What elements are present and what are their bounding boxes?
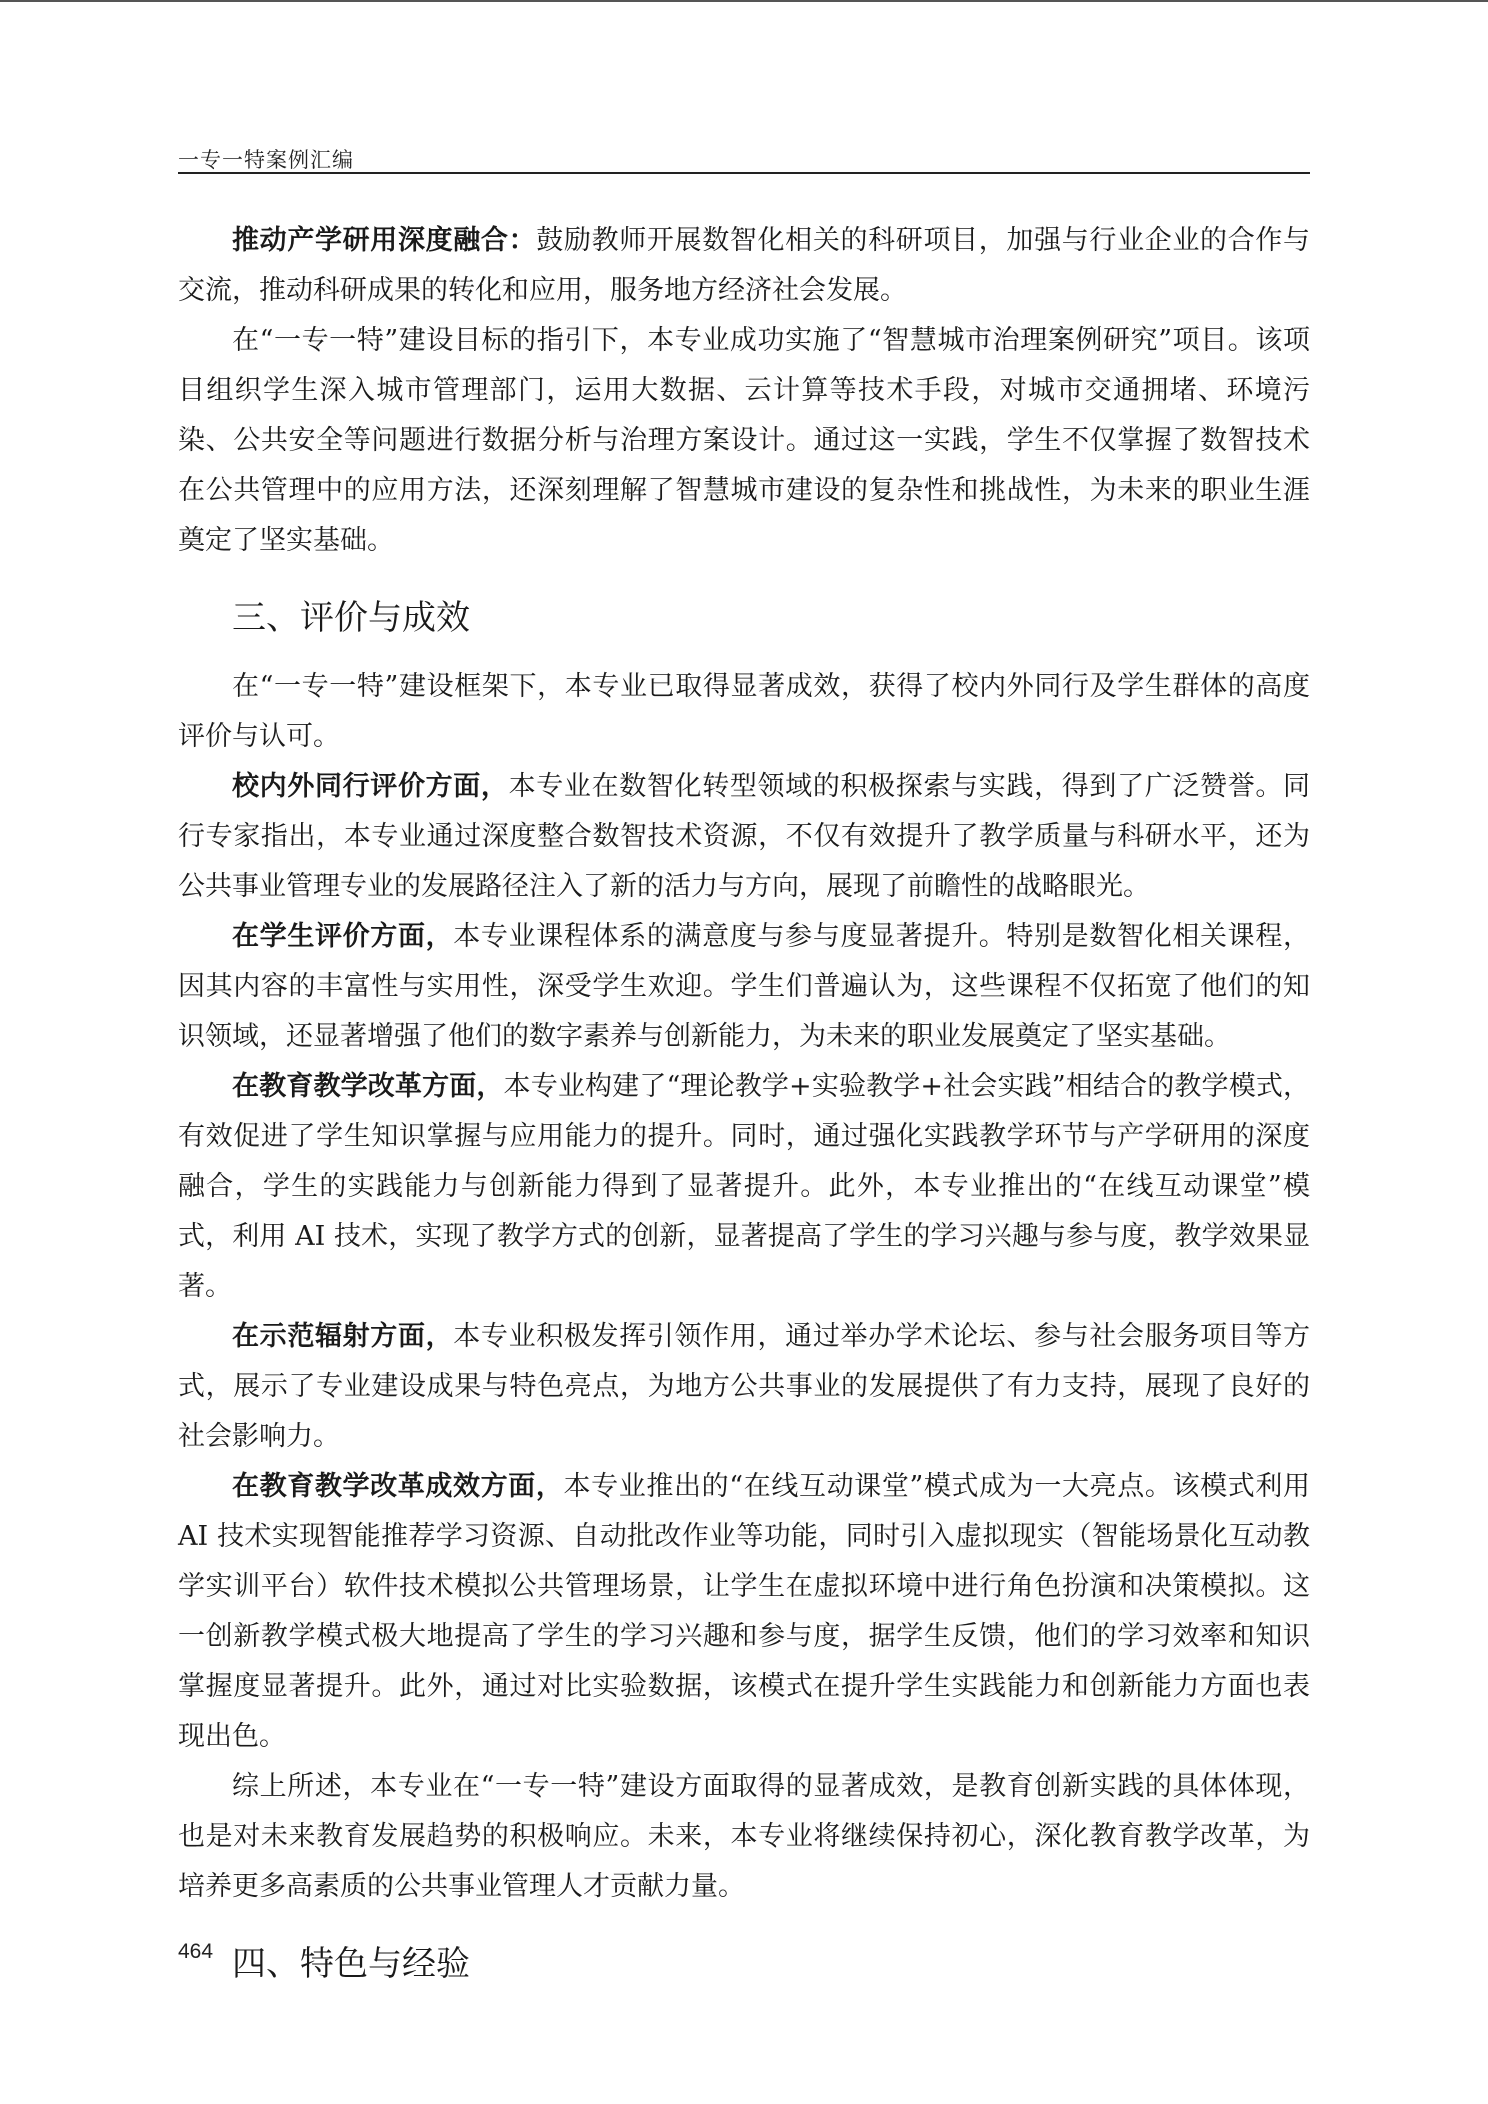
paragraph-text: 本专业在数智化转型领域的积极探索与实践，得到了广泛赞誉。同行专家指出，本专业通过深度整合数智技术资源，不仅有效提升了教学质量与科研水平，还为公共事业管理专业的发展路径注入了新的活力与方向，展现了前瞻性的战略眼光。 xyxy=(178,771,1311,902)
paragraph-text: 综上所述，本专业在“一专一特”建设方面取得的显著成效，是教育创新实践的具体体现，也是对未来教育发展趋势的积极响应。未来，本专业将继续保持初心，深化教育教学改革，为培养更多高素质的公共事业管理人才贡献力量。 xyxy=(178,1771,1310,1902)
section-heading-features: 四、特色与经验 xyxy=(232,1944,470,1984)
paragraph xyxy=(178,216,1310,316)
body-text xyxy=(178,216,1310,2008)
paragraph xyxy=(178,1312,1310,1462)
paragraph-lead: 校内外同行评价方面， xyxy=(232,771,509,802)
header-rule xyxy=(178,172,1310,174)
running-header: 一专一特案例汇编 xyxy=(178,148,354,172)
paragraph-lead: 在教育教学改革方面， xyxy=(232,1071,504,1102)
paragraph xyxy=(178,912,1310,1062)
paragraph-lead: 在学生评价方面， xyxy=(232,921,454,952)
paragraph-text: 在“一专一特”建设目标的指引下，本专业成功实施了“智慧城市治理案例研究”项目。该项目组织学生深入城市管理部门，运用大数据、云计算等技术手段，对城市交通拥堵、环境污染、公共安全等问题进行数据分析与治理方案设计。通过这一实践，学生不仅掌握了数智技术在公共管理中的应用方法，还深刻理解了智慧城市建设的复杂性和挑战性，为未来的职业生涯奠定了坚实基础。 xyxy=(178,325,1310,556)
paragraph xyxy=(178,316,1310,566)
paragraph-lead: 在教育教学改革成效方面， xyxy=(232,1471,564,1502)
paragraph-text: 本专业课程体系的满意度与参与度显著提升。特别是数智化相关课程，因其内容的丰富性与实用性，深受学生欢迎。学生们普遍认为，这些课程不仅拓宽了他们的知识领域，还显著增强了他们的数字素养与创新能力，为未来的职业发展奠定了坚实基础。 xyxy=(178,921,1311,1052)
paragraph-lead: 在示范辐射方面， xyxy=(232,1321,454,1352)
paragraph xyxy=(178,1462,1310,1762)
paragraph xyxy=(178,1062,1310,1312)
paragraph-text: 本专业积极发挥引领作用，通过举办学术论坛、参与社会服务项目等方式，展示了专业建设成果与特色亮点，为地方公共事业的发展提供了有力支持，展现了良好的社会影响力。 xyxy=(178,1321,1311,1452)
paragraph-lead: 推动产学研用深度融合： xyxy=(232,225,537,256)
section-heading-evaluation: 三、评价与成效 xyxy=(232,598,470,638)
paragraph-text: 本专业推出的“在线互动课堂”模式成为一大亮点。该模式利用 AI 技术实现智能推荐学习资源、自动批改作业等功能，同时引入虚拟现实（智能场景化互动教学实训平台）软件技术模拟公共管理场景，让学生在虚拟环境中进行角色扮演和决策模拟。这一创新教学模式极大地提高了学生的学习兴趣和参与度，据学生反馈，他们的学习效率和知识掌握度显著提升。此外，通过对比实验数据，该模式在提升学生实践能力和创新能力方面也表现出色。 xyxy=(178,1471,1311,1752)
paragraph-text: 在“一专一特”建设框架下，本专业已取得显著成效，获得了校内外同行及学生群体的高度评价与认可。 xyxy=(178,671,1310,752)
paragraph xyxy=(178,1762,1310,1912)
paragraph-text: 本专业构建了“理论教学+实验教学+社会实践”相结合的教学模式，有效促进了学生知识掌握与应用能力的提升。同时，通过强化实践教学环节与产学研用的深度融合，学生的实践能力与创新能力得到了显著提升。此外，本专业推出的“在线互动课堂”模式，利用 AI 技术，实现了教学方式的创新，显著提高了学生的学习兴趣与参与度，教学效果显著。 xyxy=(178,1071,1311,1302)
paragraph-text: 鼓励教师开展数智化相关的科研项目，加强与行业企业的合作与交流，推动科研成果的转化和应用，服务地方经济社会发展。 xyxy=(178,225,1311,306)
page-top-border xyxy=(0,0,1488,2)
page-number: 464 xyxy=(178,1940,214,1963)
paragraph xyxy=(178,662,1310,762)
paragraph xyxy=(178,762,1310,912)
